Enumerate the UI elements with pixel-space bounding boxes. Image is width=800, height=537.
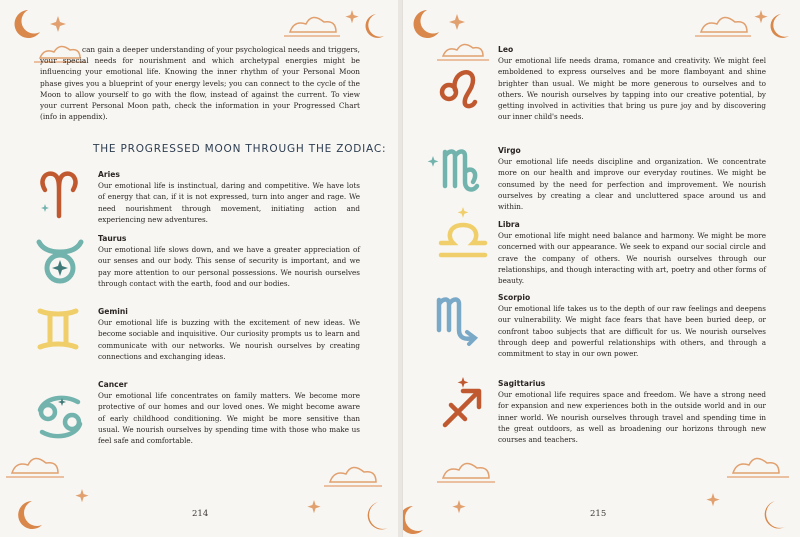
sign-description: Our emotional life needs discipline and organization. We concentrate more on our health and improve our everyday routines. We might be consumed by the need for perfection and improvement. We nourish ourselves by creating a clear and uncluttered space around us and within. xyxy=(498,157,766,212)
sign-name: Taurus xyxy=(98,234,127,243)
intro-paragraph: can gain a deeper understanding of your psychological needs and triggers, your special needs for nourishment and which archetypal energies might be influencing your emotional life. Knowing the inner rhythm of your Personal Moon phase gives you a blueprint of your energy levels; you can connect to the cycle of the Moon to allow yourself to go with the flow, instead of against the current. To view your current Personal Moon path, check the information in your Progressed Chart (info in appendix). xyxy=(40,45,360,122)
section-heading: THE PROGRESSED MOON THROUGH THE ZODIAC: xyxy=(93,143,387,155)
sign-description: Our emotional life slows down, and we have a greater appreciation of our senses and our body. This sense of security is important, and we pay more attention to our personal possessions. We nourish ourselves through contact with the earth, food and our bodies. xyxy=(98,245,360,288)
entry-cancer xyxy=(98,379,360,446)
right-page xyxy=(402,0,800,537)
sign-name: Cancer xyxy=(98,380,128,389)
moon-cloud-decoration-top-left xyxy=(407,6,507,66)
gemini-icon xyxy=(34,305,82,357)
entry-libra xyxy=(498,219,766,286)
sign-name: Scorpio xyxy=(498,293,531,302)
page-number: 215 xyxy=(590,509,607,519)
leo-icon xyxy=(435,62,483,114)
aries-icon xyxy=(37,170,81,224)
left-page xyxy=(0,0,399,537)
entry-taurus xyxy=(98,233,360,289)
moon-cloud-decoration-bottom-left xyxy=(403,460,523,537)
sagittarius-icon xyxy=(437,375,487,435)
sign-description: Our emotional life requires space and freedom. We have a strong need for expansion and new experiences both in the outside world and in our inner world. We nourish ourselves through travel and spending time in the great outdoors, as well as broadening our horizons through new courses and teachers. xyxy=(498,390,766,445)
sign-name: Gemini xyxy=(98,307,128,316)
libra-icon xyxy=(437,205,489,269)
moon-cloud-decoration-bottom-left xyxy=(6,455,126,535)
sign-description: Our emotional life concentrates on family matters. We become more protective of our homes and our loved ones. We might become aware of early childhood conditioning. We might be more sensitive than usual. We nourish ourselves by spending time with those who make us feel safe and comfortable. xyxy=(98,391,360,446)
sign-name: Virgo xyxy=(498,146,521,155)
entry-scorpio xyxy=(498,292,766,359)
entry-sagittarius xyxy=(498,378,766,445)
sign-name: Aries xyxy=(98,170,120,179)
sign-name: Libra xyxy=(498,220,520,229)
entry-virgo xyxy=(498,145,766,212)
moon-cloud-decoration-bottom-right xyxy=(300,460,398,537)
cancer-icon xyxy=(34,392,86,446)
sign-description: Our emotional life is buzzing with the excitement of new ideas. We become sociable and inquisitive. Our curiosity prompts us to learn and communicate with our networks. We nourish ourselves by creating connections and exchanging ideas. xyxy=(98,318,360,361)
sign-description: Our emotional life takes us to the depth of our raw feelings and deepens our vulnerability. We might face fears that have been buried deep, or confront taboo subjects that are difficult for us. We nourish ourselves through deep and powerful relationships with others, and through a commitment to stay in our own power. xyxy=(498,304,766,359)
sign-name: Leo xyxy=(498,45,514,54)
entry-aries xyxy=(98,169,360,225)
taurus-icon xyxy=(35,236,85,292)
entry-leo xyxy=(498,44,766,122)
moon-cloud-decoration-bottom-right xyxy=(693,455,800,537)
virgo-icon xyxy=(423,142,485,206)
page-number: 214 xyxy=(192,509,209,519)
sign-description: Our emotional life might need balance and harmony. We might be more concerned with our appearance. We seek to expand our social circle and crave the company of others. We nourish ourselves through our relationships, and though interacting with art, poetry and other forms of beauty. xyxy=(498,231,766,286)
sign-description: Our emotional life is instinctual, daring and competitive. We have lots of energy that can, if it is not expressed, turn into anger and rage. We need nourishment through movement, initiating action and experiencing new adventures. xyxy=(98,181,360,224)
entry-gemini xyxy=(98,306,360,362)
scorpio-icon xyxy=(433,290,485,352)
sign-name: Sagittarius xyxy=(498,379,546,388)
sign-description: Our emotional life needs drama, romance and creativity. We might feel emboldened to express ourselves and be more flamboyant and shine brighter than usual. We might be more generous to ourselves and to others. We nourish ourselves by tapping into our creative potential, by getting involved in activities that bring us pure joy and by discovering our inner child's needs. xyxy=(498,56,766,122)
